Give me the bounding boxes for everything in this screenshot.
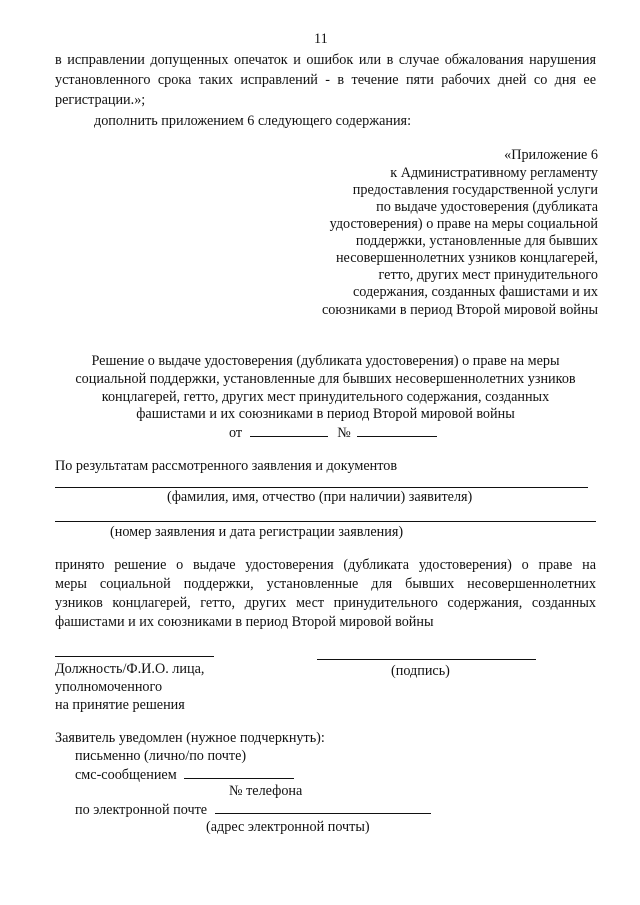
- date-blank: [250, 424, 328, 437]
- appendix-line-5: удостоверения) о праве на меры социальной: [329, 216, 598, 232]
- email-blank: [215, 801, 431, 814]
- title-line-2: социальной поддержки, установленные для бывших несовершеннолетних узников: [75, 371, 576, 387]
- intro-line-3: регистрации.»;: [55, 92, 146, 108]
- appendix-line-2: к Административному регламенту: [390, 165, 598, 181]
- title-line-3: концлагерей, гетто, других мест принудительного содержания, созданных: [101, 389, 550, 405]
- notify-written: письменно (лично/по почте): [75, 748, 247, 764]
- applicant-name-line: [55, 487, 588, 488]
- phone-blank: [184, 766, 294, 779]
- position-label-line-2: уполномоченного: [55, 679, 163, 695]
- appendix-line-10: союзниками в период Второй мировой войны: [321, 302, 598, 318]
- application-info-caption: (номер заявления и дата регистрации заявления): [110, 524, 404, 540]
- notify-header: Заявитель уведомлен (нужное подчеркнуть):: [55, 730, 325, 746]
- title-date-number-row: [229, 424, 437, 442]
- page-number: 11: [314, 31, 328, 47]
- appendix-line-9: содержания, созданных фашистами и их: [352, 284, 598, 300]
- position-line: [55, 656, 214, 657]
- phone-caption: № телефона: [229, 783, 303, 799]
- position-label-line-3: на принятие решения: [55, 697, 185, 713]
- number-label: №: [337, 425, 351, 441]
- email-caption: (адрес электронной почты): [206, 819, 370, 835]
- appendix-line-1: «Приложение 6: [504, 147, 598, 163]
- notify-email-row: [75, 801, 431, 819]
- notify-email-label: по электронной почте: [75, 802, 208, 818]
- decision-line-1: принято решение о выдаче удостоверения (дубликата удостоверения) о праве на: [55, 557, 596, 573]
- applicant-name-caption: (фамилия, имя, отчество (при наличии) заявителя): [167, 489, 473, 505]
- notify-sms-label: смс-сообщением: [75, 767, 177, 783]
- decision-line-2: меры социальной поддержки, установленные для бывших несовершеннолетних: [55, 576, 596, 592]
- appendix-line-8: гетто, других мест принудительного: [378, 267, 598, 283]
- results-label: По результатам рассмотренного заявления и документов: [55, 458, 398, 474]
- decision-line-3: узников концлагерей, гетто, других мест принудительного содержания, созданных: [55, 595, 596, 611]
- application-info-line: [55, 521, 596, 522]
- notify-sms-row: [75, 766, 294, 784]
- signature-caption: (подпись): [391, 663, 450, 679]
- appendix-line-3: предоставления государственной услуги: [352, 182, 598, 198]
- title-line-4: фашистами и их союзниками в период Второй мировой войны: [136, 406, 515, 422]
- date-label: от: [229, 425, 243, 441]
- number-blank: [357, 424, 437, 437]
- title-line-1: Решение о выдаче удостоверения (дубликата удостоверения) о праве на меры: [91, 353, 560, 369]
- decision-line-4: фашистами и их союзниками в период Второй мировой войны: [55, 614, 434, 630]
- appendix-line-4: по выдаче удостоверения (дубликата: [376, 199, 598, 215]
- intro-line-1: в исправлении допущенных опечаток и ошибок или в случае обжалования нарушения: [55, 52, 596, 68]
- appendix-line-6: поддержки, установленные для бывших: [355, 233, 598, 249]
- position-label-line-1: Должность/Ф.И.О. лица,: [55, 661, 205, 677]
- intro-line-4: дополнить приложением 6 следующего содержания:: [94, 113, 412, 129]
- signature-line: [317, 659, 536, 660]
- intro-line-2: установленного срока таких исправлений - в течение пяти рабочих дней со дня ее: [55, 72, 596, 88]
- appendix-line-7: несовершеннолетних узников концлагерей,: [335, 250, 598, 266]
